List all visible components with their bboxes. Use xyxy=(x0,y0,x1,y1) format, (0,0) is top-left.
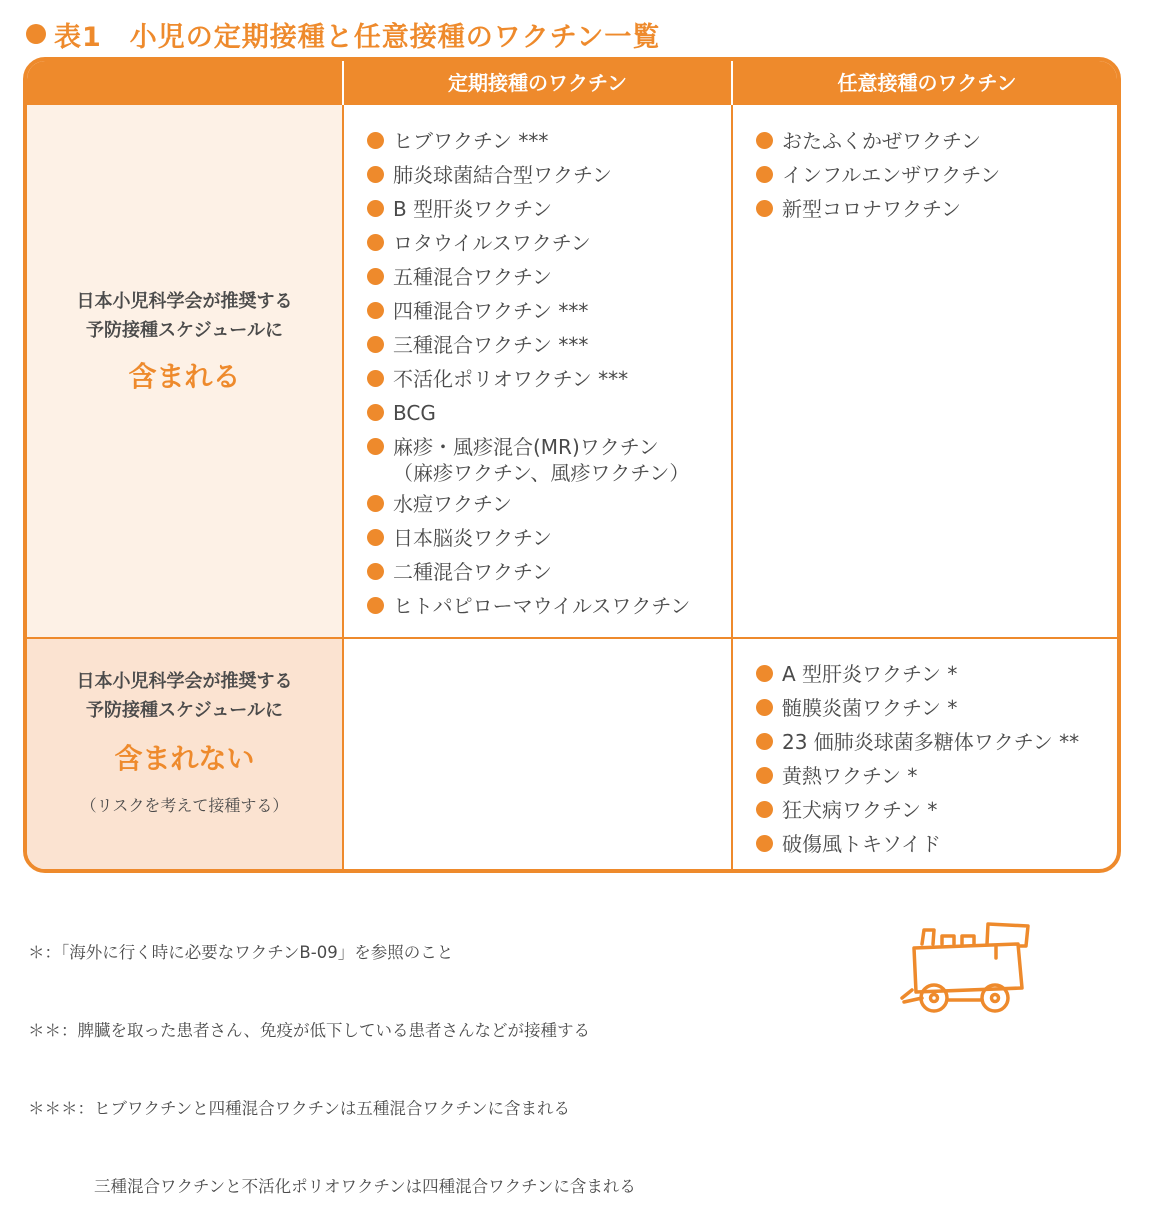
optional-not-included-list xyxy=(754,657,1079,861)
list-item xyxy=(754,657,1079,691)
bullet-dot-icon xyxy=(367,529,384,546)
row-divider xyxy=(27,637,1117,639)
bullet-dot-icon xyxy=(367,438,384,455)
list-item xyxy=(754,725,1079,759)
row-label-included xyxy=(27,105,342,637)
footnote-1: ＊：「海外に行く時に必要なワクチンB-09」を参照のこと xyxy=(28,943,454,962)
list-item xyxy=(365,589,690,623)
table-header xyxy=(27,61,1117,105)
list-item-label: 狂犬病ワクチン * xyxy=(782,798,938,822)
bullet-dot-icon xyxy=(756,166,773,183)
row-label-line2: 予防接種スケジュールに xyxy=(86,700,283,721)
footnote-2: ＊＊：脾臓を取った患者さん、免疫が低下している患者さんなどが接種する xyxy=(28,1021,590,1040)
list-item xyxy=(754,793,1079,827)
column-divider xyxy=(731,105,733,869)
list-item-label: 水痘ワクチン xyxy=(393,492,512,516)
list-item xyxy=(365,260,690,294)
list-item xyxy=(365,124,690,158)
routine-included-list xyxy=(365,124,690,623)
bullet-dot-icon xyxy=(756,767,773,784)
list-item xyxy=(365,158,690,192)
row-label-emphasis: 含まれる xyxy=(128,360,241,393)
row-label-not-included xyxy=(27,639,342,873)
bullet-dot-icon xyxy=(367,563,384,580)
list-item xyxy=(365,192,690,226)
row-label-note: （リスクを考えて接種する） xyxy=(80,796,289,815)
list-item-label: おたふくかぜワクチン xyxy=(782,129,981,153)
bullet-dot-icon xyxy=(367,268,384,285)
list-item-label: 肺炎球菌結合型ワクチン xyxy=(393,163,612,187)
list-item xyxy=(365,396,690,430)
list-item xyxy=(754,158,1000,192)
bullet-dot-icon xyxy=(367,336,384,353)
list-item xyxy=(365,521,690,555)
list-item xyxy=(754,124,1000,158)
list-item xyxy=(754,192,1000,226)
list-item-label: 二種混合ワクチン xyxy=(393,560,552,584)
list-item-label: ヒブワクチン *** xyxy=(393,129,549,153)
bullet-dot-icon xyxy=(756,132,773,149)
bullet-dot-icon xyxy=(756,801,773,818)
table-title xyxy=(26,14,660,54)
bullet-dot-icon xyxy=(367,404,384,421)
header-routine: 定期接種のワクチン xyxy=(448,71,627,95)
list-item-label: 破傷風トキソイド xyxy=(782,832,941,856)
list-item xyxy=(365,487,690,521)
list-item-label: 不活化ポリオワクチン *** xyxy=(393,367,629,391)
list-item xyxy=(365,294,690,328)
list-item-sublabel: （麻疹ワクチン、風疹ワクチン） xyxy=(393,461,690,485)
row-label-line1: 日本小児科学会が推奨する xyxy=(76,291,293,312)
train-icon xyxy=(892,918,1037,1018)
bullet-dot-icon xyxy=(367,200,384,217)
bullet-dot-icon xyxy=(756,200,773,217)
list-item-label: BCG xyxy=(393,401,436,425)
header-divider xyxy=(342,61,344,105)
bullet-dot-icon xyxy=(756,665,773,682)
list-item-label: インフルエンザワクチン xyxy=(782,163,1001,187)
bullet-dot-icon xyxy=(367,302,384,319)
column-divider xyxy=(342,105,344,869)
vaccine-table xyxy=(23,57,1121,873)
list-item xyxy=(365,430,690,487)
list-item-label: 新型コロナワクチン xyxy=(782,197,961,221)
header-optional: 任意接種のワクチン xyxy=(837,71,1017,95)
row-label-line1: 日本小児科学会が推奨する xyxy=(76,671,293,692)
list-item xyxy=(365,328,690,362)
list-item-label: 五種混合ワクチン xyxy=(393,265,552,289)
bullet-dot-icon xyxy=(367,166,384,183)
bullet-dot-icon xyxy=(367,495,384,512)
list-item-label: A 型肝炎ワクチン * xyxy=(782,662,958,686)
list-item xyxy=(754,759,1079,793)
list-item xyxy=(365,362,690,396)
bullet-dot-icon xyxy=(756,733,773,750)
list-item-label: 日本脳炎ワクチン xyxy=(393,526,552,550)
bullet-dot-icon xyxy=(367,132,384,149)
list-item-label: 黄熱ワクチン * xyxy=(782,764,918,788)
header-divider xyxy=(731,61,733,105)
list-item xyxy=(754,827,1079,861)
title-text: 表1 小児の定期接種と任意接種のワクチン一覧 xyxy=(54,21,661,53)
list-item-label: 髄膜炎菌ワクチン * xyxy=(782,696,958,720)
list-item-label: B 型肝炎ワクチン xyxy=(393,197,553,221)
bullet-dot-icon xyxy=(367,597,384,614)
bullet-dot-icon xyxy=(756,699,773,716)
optional-included-list xyxy=(754,124,1000,226)
list-item-label: ヒトパピローマウイルスワクチン xyxy=(393,594,691,618)
bullet-dot-icon xyxy=(756,835,773,852)
row-label-emphasis: 含まれない xyxy=(114,742,255,775)
list-item-label: 三種混合ワクチン *** xyxy=(393,333,589,357)
list-item xyxy=(365,555,690,589)
footnote-3b: 三種混合ワクチンと不活化ポリオワクチンは四種混合ワクチンに含まれる xyxy=(28,1177,636,1196)
list-item-label: 麻疹・風疹混合(MR)ワクチン xyxy=(393,435,659,459)
title-bullet-icon xyxy=(26,24,46,44)
list-item-label: ロタウイルスワクチン xyxy=(393,231,591,255)
bullet-dot-icon xyxy=(367,234,384,251)
row-label-line2: 予防接種スケジュールに xyxy=(86,320,283,341)
bullet-dot-icon xyxy=(367,370,384,387)
list-item xyxy=(365,226,690,260)
footnotes xyxy=(28,888,636,1226)
list-item xyxy=(754,691,1079,725)
footnote-3a: ＊＊＊：ヒブワクチンと四種混合ワクチンは五種混合ワクチンに含まれる xyxy=(28,1099,571,1118)
list-item-label: 23 価肺炎球菌多糖体ワクチン ** xyxy=(782,730,1080,754)
list-item-label: 四種混合ワクチン *** xyxy=(393,299,589,323)
